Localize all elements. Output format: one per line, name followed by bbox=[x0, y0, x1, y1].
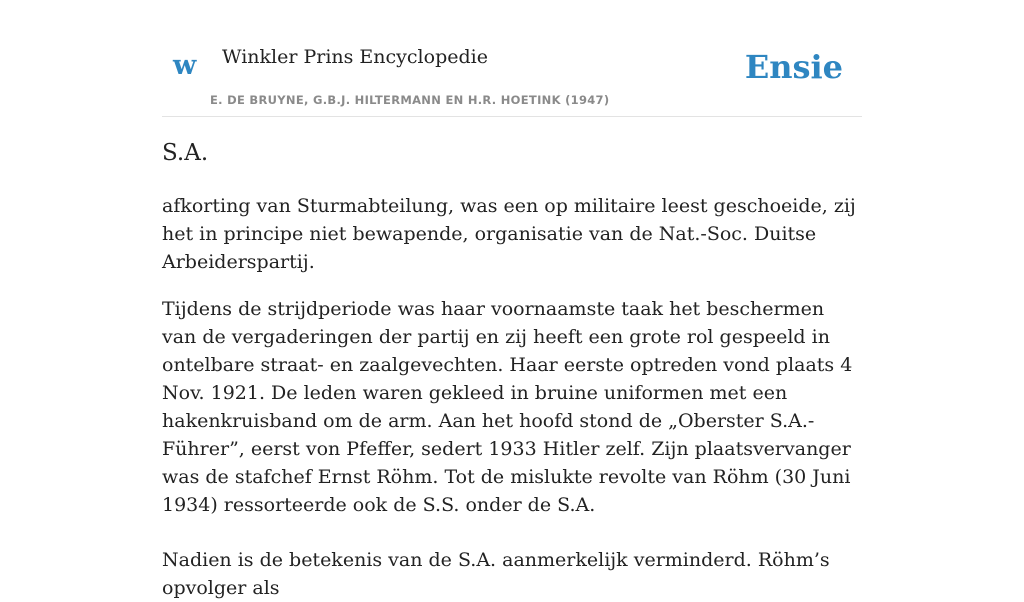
header bbox=[162, 0, 862, 117]
winkler-prins-logo[interactable]: w bbox=[173, 50, 197, 81]
publication-authors: E. DE BRUYNE, G.B.J. HILTERMANN EN H.R. HOETINK (1947) bbox=[210, 93, 610, 107]
article-paragraph: afkorting van Sturmabteilung, was een op militaire leest geschoeide, zij het in principe niet bewapende, organisatie van de Nat.-Soc. Duitse Arbeiderspartij. bbox=[162, 195, 856, 273]
article-paragraph: Nadien is de betekenis van de S.A. aanmerkelijk verminderd. Röhm’s opvolger als bbox=[162, 549, 830, 599]
entry-title: S.A. bbox=[162, 140, 209, 166]
publication-title[interactable]: Winkler Prins Encyclopedie bbox=[222, 46, 488, 68]
article-paragraph: Tijdens de strijdperiode was haar voornaamste taak het beschermen van de vergaderingen der partij en zij heeft een grote rol gespeeld in ontelbare straat- en zaalgevechten. Haar eerste optreden vond plaats 4 Nov. 1921. De leden waren gekleed in bruine uniformen met een hakenkruisband om de arm. Aan het hoofd stond de „Oberster S.A.-Führer”, eerst von Pfeffer, sedert 1933 Hitler zelf. Zijn plaatsvervanger was de stafchef Ernst Röhm. Tot de mislukte revolte van Röhm (30 Juni 1934) ressorteerde ook de S.S. onder de S.A. bbox=[162, 298, 853, 516]
ensie-logo-link[interactable]: Ensie bbox=[744, 48, 843, 86]
article-body bbox=[162, 192, 862, 602]
page-container bbox=[162, 0, 862, 599]
